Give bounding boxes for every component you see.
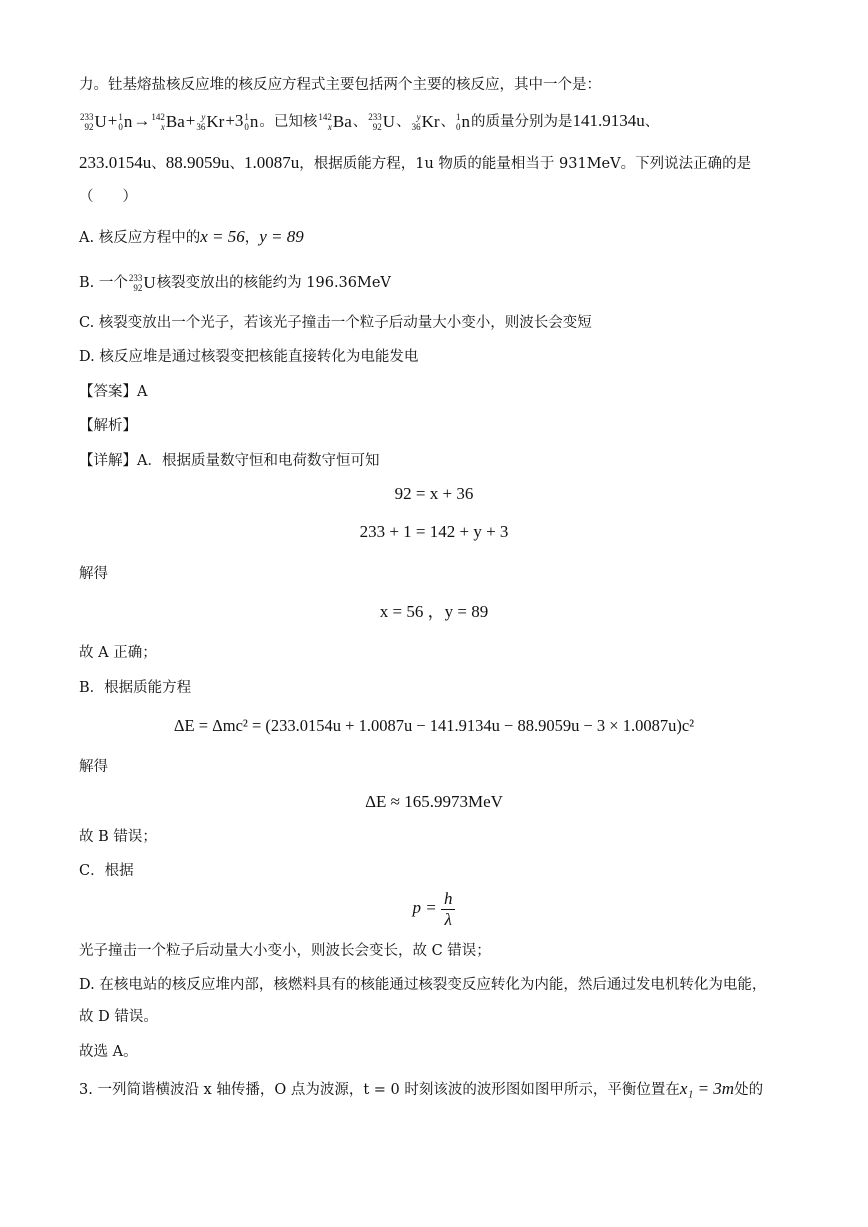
- option-a: A. 核反应方程中的x = 56，y = 89: [79, 227, 304, 246]
- equation-charge: 92 = x + 36: [394, 484, 474, 503]
- nuclide-u233: 233 92 U: [368, 112, 396, 132]
- nuclide-ba142: 142 x Ba: [318, 112, 352, 132]
- final-choice: 故选 A。: [79, 1044, 138, 1060]
- answer-label: 【答案】A: [79, 384, 148, 400]
- detail-d: D. 在核电站的核反应堆内部，核燃料具有的核能通过核裂变反应转化为内能，然后通过发电机转化为电能，: [79, 977, 767, 993]
- equation-momentum: p = $\frac{h}{\lambda}$: [0, 888, 868, 930]
- nuclide-kr: y 36 Kr: [411, 112, 440, 132]
- option-d: D. 核反应堆是通过核裂变把核能直接转化为电能发电: [79, 349, 419, 365]
- nuclide-ba142: 142 x Ba: [151, 112, 185, 132]
- nuclide-kr: y 36 Kr: [196, 112, 225, 132]
- fraction: $\frac{h}{\lambda}$: [441, 889, 456, 930]
- detail-a: 【详解】A．根据质量数守恒和电荷数守恒可知: [79, 453, 380, 469]
- equation-delta-e: ΔE ≈ 165.9973MeV: [365, 792, 503, 811]
- conclusion-c: 光子撞击一个粒子后动量大小变小，则波长会变长，故 C 错误；: [79, 943, 491, 959]
- conclusion-d: 故 D 错误。: [79, 1009, 158, 1025]
- option-c: C. 核裂变放出一个光子，若该光子撞击一个粒子后动量大小变小，则波长会变短: [79, 315, 592, 331]
- equation-result-xy: x = 56 ，y = 89: [379, 602, 489, 621]
- nuclide-neutron: 1 0 n: [244, 112, 259, 132]
- detail-b: B．根据质能方程: [79, 680, 192, 696]
- analysis-label: 【解析】: [79, 418, 137, 434]
- detail-c: C．根据: [79, 863, 134, 879]
- solve-label: 解得: [79, 759, 108, 775]
- nuclide-neutron: 1 0 n: [456, 112, 471, 132]
- solve-label: 解得: [79, 566, 108, 582]
- equation-mass-energy: ΔE = Δmc² = (233.0154u + 1.0087u − 141.9134u − 88.9059u − 3 × 1.0087u)c²: [173, 716, 695, 735]
- nuclide-neutron: 1 0 n: [118, 112, 133, 132]
- conclusion-a: 故 A 正确；: [79, 645, 157, 661]
- reaction-equation-line: 233 92 U+ 1 0 n→ 142 x Ba+ y 36 Kr+3 1 0 n。已知核 142 x Ba、 233 92 U、 y 36 Kr、 1 0 n的质量分别为是141.9134u、: [80, 111, 660, 132]
- conclusion-b: 故 B 错误；: [79, 829, 157, 845]
- text-line: 233.0154u、88.9059u、1.0087u，根据质能方程，1u 物质的能量相当于 931MeV。下列说法正确的是: [79, 153, 752, 172]
- nuclide-u233: 233 92 U: [128, 273, 156, 293]
- answer-paren: （ ）: [79, 189, 137, 205]
- equation-mass: 233 + 1 = 142 + y + 3: [359, 522, 509, 541]
- question-3: 3. 一列简谐横波沿 x 轴传播，O 点为波源，t = 0 时刻该波的波形图如图甲所示，平衡位置在x₁ = 3m处的: [79, 1079, 764, 1098]
- text-line: 力。钍基熔盐核反应堆的核反应方程式主要包括两个主要的核反应，其中一个是：: [79, 77, 601, 93]
- nuclide-u233: 233 92 U: [80, 112, 107, 132]
- option-b: B. 一个 233 92 U核裂变放出的核能约为 196.36MeV: [79, 273, 391, 293]
